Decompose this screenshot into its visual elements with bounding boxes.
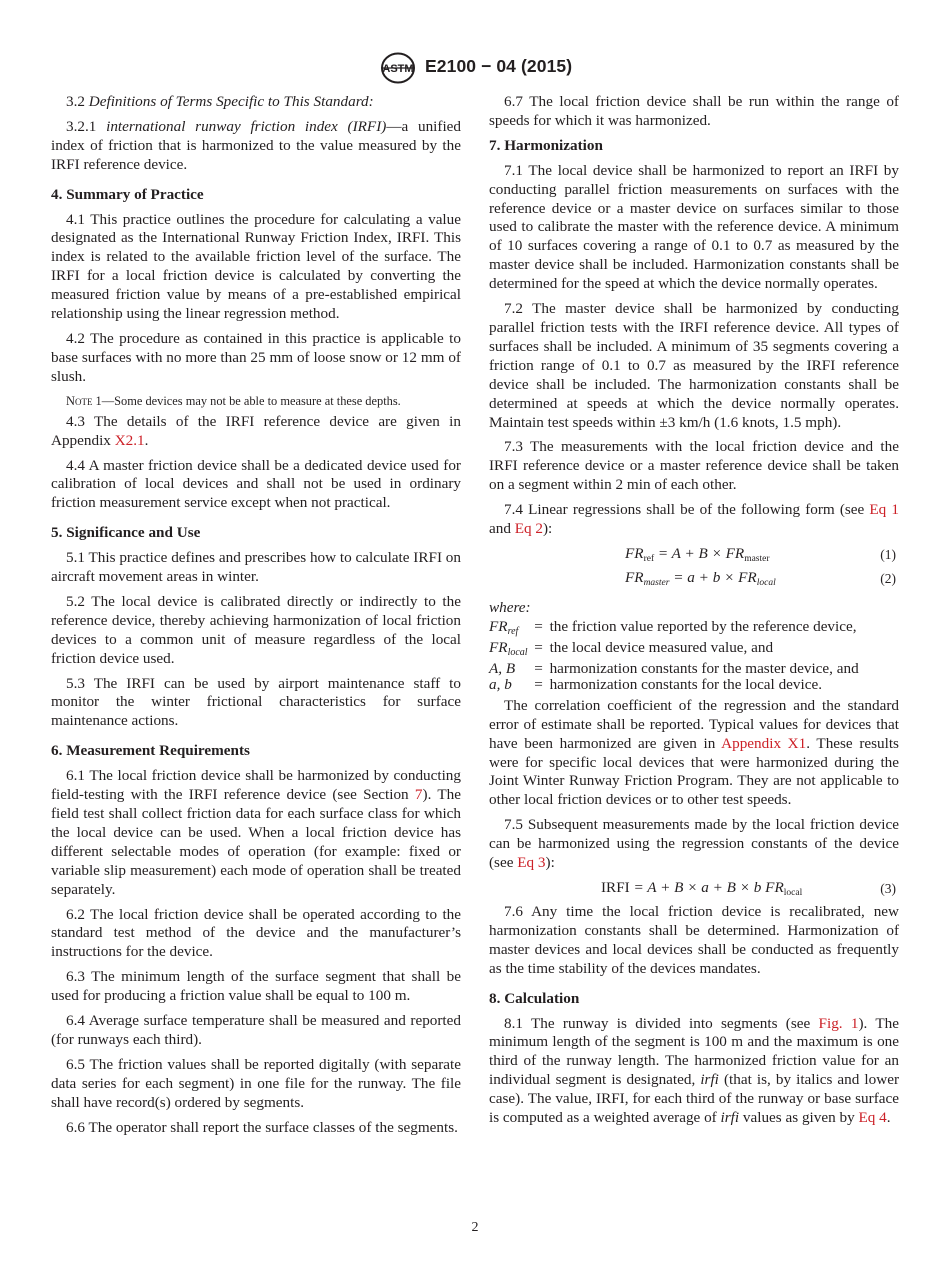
paragraph-4-2: 4.2 The procedure as contained in this practice is applicable to base surfaces with no more than 25 mm of loose snow or 12 mm of slush. [51, 329, 461, 385]
paragraph-3-2-1: 3.2.1 international runway friction index (IRFI)—a unified index of friction that is harmonized to the value measured by the IRFI reference device. [51, 117, 461, 173]
paragraph-6-6: 6.6 The operator shall report the surface classes of the segments. [66, 1118, 458, 1136]
paragraph-7-6: 7.6 Any time the local friction device is recalibrated, new harmonization constants shall be determined. Harmonization of master devices and local devices shall be conducted as frequently as the time stability of the devices mandates. [489, 903, 899, 977]
section-heading-5: 5. Significance and Use [51, 524, 201, 542]
paragraph-7-2: 7.2 The master device shall be harmonized by conducting parallel friction tests with the IRFI reference device. All types of surfaces shall be included. A minimum of 35 segments covering a friction range of 0.1 to 0.7 as measured by the IRFI reference device shall be included. The harmonization constants shall be determined at speeds at which the device normally operates. Maintain test speeds within ±3 km/h (1.6 knots, 1.5 mph). [489, 300, 899, 431]
paragraph-6-2: 6.2 The local friction device shall be operated according to the standard test method of the device and the manufacturer’s instructions for the device. [51, 905, 461, 961]
right-column [489, 93, 899, 1134]
definition-row: $FR_{ref}$ = the friction value reported by the reference device, [489, 617, 857, 637]
section-heading-6: 6. Measurement Requirements [51, 742, 250, 760]
paragraph-7-4: 7.4 Linear regressions shall be of the following form (see Eq 1 and Eq 2): [489, 501, 899, 538]
paragraph-5-3: 5.3 The IRFI can be used by airport maintenance staff to monitor the winter frictional characteristics for surface maintenance actions. [51, 674, 461, 730]
link-eq-3[interactable]: Eq 3 [517, 854, 546, 872]
paragraph-4-1: 4.1 This practice outlines the procedure for calculating a value designated as the International Runway Friction Index, IRFI. This index is related to the available friction level of the surface. The IRFI for a local friction device is calculated by converting the measured friction value by means of a pre-established empirical relationship using the linear regression method. [51, 210, 461, 323]
link-eq-2[interactable]: Eq 2 [514, 520, 543, 538]
link-eq-1[interactable]: Eq 1 [869, 501, 899, 519]
svg-text:ASTM: ASTM [382, 63, 414, 75]
page-header [0, 52, 950, 86]
link-eq-4[interactable]: Eq 4 [858, 1109, 887, 1127]
definitions-table [489, 619, 899, 693]
section-heading-8: 8. Calculation [489, 989, 580, 1007]
paragraph-5-2: 5.2 The local device is calibrated directly or indirectly to the reference device, thereby achieving harmonization of local friction devices to a common unit of measure regardless of the local friction device used. [51, 592, 461, 667]
paragraph-6-5: 6.5 The friction values shall be reported digitally (with separate data series for each segment) in one file for the runway. The file shall have record(s) ordered by segments. [51, 1055, 461, 1111]
paragraph-6-7: 6.7 The local friction device shall be run within the range of speeds for which it was harmonized. [489, 93, 899, 129]
link-fig-1[interactable]: Fig. 1 [818, 1014, 859, 1032]
astm-logo-icon [380, 52, 416, 84]
definition-row: A, B = harmonization constants for the master device, and [489, 659, 859, 677]
paragraph-8-1: 8.1 The runway is divided into segments (see Fig. 1). The minimum length of the segment is 100 m and the maximum is one third of the runway length. The harmonized friction value for an individual segment is designated, irfi (that is, by italics and lower case). The value, IRFI, for each third of the runway or base surface is computed as a weighted average of irfi values as given by Eq 4. [489, 1014, 899, 1127]
paragraph-correlation: The correlation coefficient of the regression and the standard error of estimate shall be reported. Typical values for devices that have been harmonized are given in Appendix X1. These results were for specific local devices that were harmonized during the Joint Winter Runway Friction Program. They are not applicable to other local friction devices or to other test speeds. [489, 696, 899, 809]
equation-3: IRFI = A + B × a + B × b $FR_{local}$ (3) [601, 879, 896, 898]
section-heading-7: 7. Harmonization [489, 136, 603, 154]
link-section-7[interactable]: 7 [414, 786, 423, 804]
link-appendix-x1[interactable]: Appendix X1 [721, 734, 807, 752]
where-label: where: [489, 598, 531, 616]
definition-row: $FR_{local}$ = the local device measured value, and [489, 638, 774, 658]
link-x2-1[interactable]: X2.1 [114, 431, 145, 449]
section-heading-4: 4. Summary of Practice [51, 185, 204, 203]
paragraph-4-3: 4.3 The details of the IRFI reference device are given in Appendix X2.1. [51, 412, 461, 449]
paragraph-7-1: 7.1 The local device shall be harmonized to report an IRFI by conducting parallel friction measurements on surfaces with the reference device or a master device on surfaces similar to those used to calibrate the master with the reference device. A minimum of 10 surfaces covering a range of 0.1 to 0.7 as measured by the master device shall be included. Harmonization constants shall be determined for the speed at which the device normally operates. [489, 161, 899, 293]
paragraph-6-4: 6.4 Average surface temperature shall be measured and reported (for runways each third). [51, 1012, 461, 1048]
page-number: 2 [471, 1220, 479, 1235]
paragraph-6-3: 6.3 The minimum length of the surface segment that shall be used for producing a friction value shall be equal to 100 m. [51, 968, 461, 1005]
left-column [51, 93, 461, 1144]
paragraph-7-3: 7.3 The measurements with the local friction device and the IRFI reference device or a master reference device shall be taken on a segment within 2 min of each other. [489, 438, 899, 494]
paragraph-3-2: 3.2 Definitions of Terms Specific to This Standard: [66, 93, 374, 110]
equation-1: $FR_{ref} = A + B \times FR_{master}$ (1) [625, 544, 896, 564]
definition-row: a, b = harmonization constants for the local device. [489, 675, 822, 693]
paragraph-6-1: 6.1 The local friction device shall be harmonized by conducting field-testing with the IRFI reference device (see Section 7). The field test shall collect friction data for each surface class for which the local device can be used. When a local friction device has different selectable modes of operation (for example: fixed or variable slip measurement) each mode of operation shall be treated separately. [51, 767, 461, 898]
note-1: Note 1—Some devices may not be able to measure at these depths. [66, 393, 401, 408]
equation-2: $FR_{master} = a + b \times FR_{local}$ (2) [625, 568, 896, 588]
paragraph-4-4: 4.4 A master friction device shall be a dedicated device used for calibration of local devices and shall not be used in ordinary friction measurement service except when not practical. [51, 456, 461, 512]
paragraph-5-1: 5.1 This practice defines and prescribes how to calculate IRFI on aircraft movement areas in winter. [51, 549, 461, 586]
paragraph-7-5: 7.5 Subsequent measurements made by the local friction device can be harmonized using the regression constants of the device (see Eq 3): [489, 816, 899, 872]
document-id: E2100 − 04 (2015) [425, 56, 573, 76]
